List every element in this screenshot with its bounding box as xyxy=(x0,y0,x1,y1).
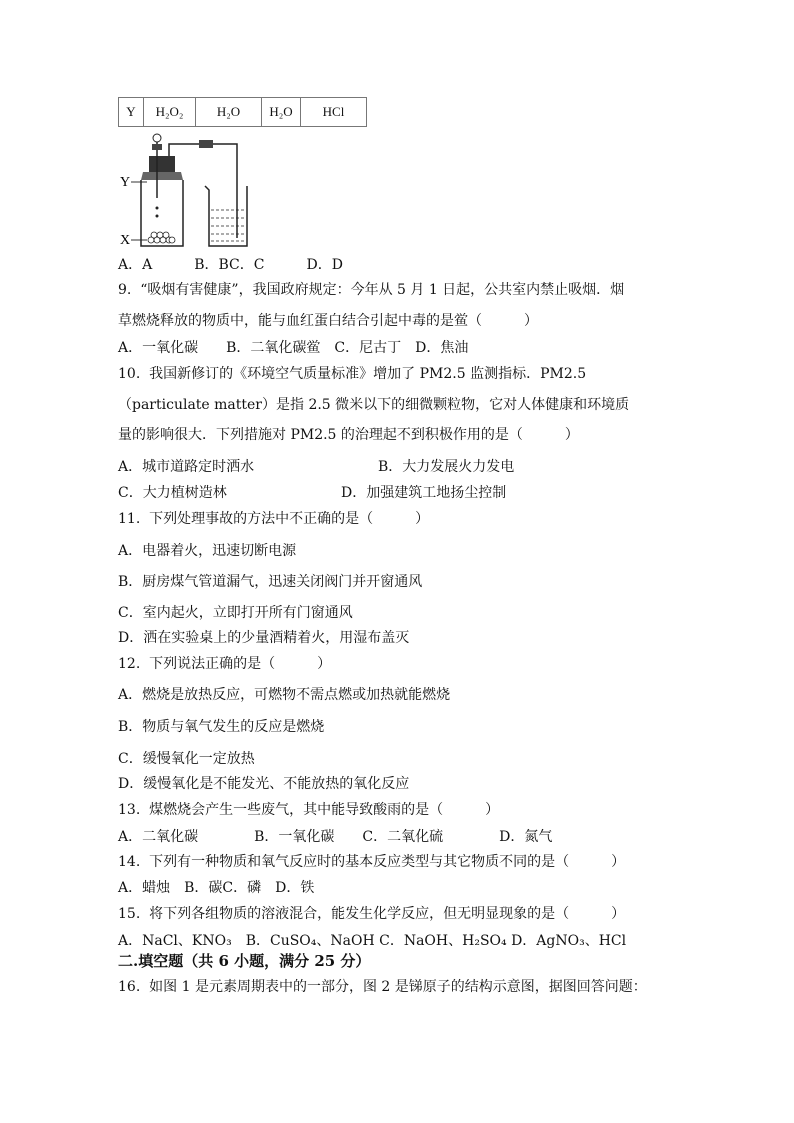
table-cell: H₂O xyxy=(262,98,301,127)
q10-option-b: B．大力发展火力发电 xyxy=(378,459,515,475)
table-cell-y: Y xyxy=(119,98,144,127)
funnel-valve xyxy=(152,144,162,150)
q9-options: A．一氧化碳 B．二氧化碳鲎 C．尼古丁 D．焦油 xyxy=(118,340,469,356)
q15-options: A．NaCl、KNO₃ B．CuSO₄、NaOH C．NaOH、H₂SO₄ D．AgNO₃、HCl xyxy=(118,933,627,949)
diagram-label-y: Y xyxy=(120,175,131,190)
q13-options: A．二氧化碳 B．一氧化碳 C．二氧化硫 D．氮气 xyxy=(118,829,553,845)
q10-stem-3: 量的影响很大．下列措施对 PM2.5 的治理起不到积极作用的是（ ） xyxy=(118,427,579,443)
delivery-tube xyxy=(169,144,237,238)
q13-stem: 13. 煤燃烧会产生一些废气，其中能导致酸雨的是（ ） xyxy=(118,802,500,818)
q16-stem: 16. 如图 1 是元素周期表中的一部分，图 2 是锑原子的结构示意图，据图回答问题： xyxy=(118,979,647,995)
q15-stem: 15. 将下列各组物质的溶液混合，能发生化学反应，但无明显现象的是（ ） xyxy=(118,906,626,922)
reagent-table xyxy=(118,97,367,127)
diagram-label-x: X xyxy=(120,233,131,248)
q11-stem: 11. 下列处理事故的方法中不正确的是（ ） xyxy=(118,511,430,527)
q11-option-b: B．厨房煤气管道漏气，迅速关闭阀门并开窗通风 xyxy=(118,574,423,590)
table-cell: H₂O xyxy=(196,98,262,127)
q12-option-d: D．缓慢氧化是不能发光、不能放热的氧化反应 xyxy=(118,776,410,792)
q11-option-a: A．电器着火，迅速切断电源 xyxy=(118,543,297,559)
drop xyxy=(156,207,159,210)
q10-stem-2: （particulate matter）是指 2.5 微米以下的细微颗粒物，它对人体健康和环境质 xyxy=(118,397,630,413)
table-cell: H₂O₂ xyxy=(144,98,196,127)
q11-option-c: C．室内起火，立即打开所有门窗通风 xyxy=(118,605,353,621)
section-heading: 二.填空题（共 6 小题，满分 25 分） xyxy=(118,952,371,970)
q9-stem-1: 9. “吸烟有害健康”，我国政府规定：今年从 5 月 1 日起，公共室内禁止吸烟．烟 xyxy=(118,282,625,298)
flask-stopper xyxy=(149,156,175,172)
apparatus-diagram xyxy=(115,128,250,250)
beaker-water xyxy=(211,210,245,241)
drop xyxy=(156,215,159,218)
tube-clamp xyxy=(199,140,213,148)
q10-option-c: C．大力植树造林 xyxy=(118,485,227,501)
q12-option-c: C．缓慢氧化一定放热 xyxy=(118,751,255,767)
funnel-bulb xyxy=(153,134,161,142)
q12-stem: 12. 下列说法正确的是（ ） xyxy=(118,656,332,672)
q14-stem: 14. 下列有一种物质和氧气反应时的基本反应类型与其它物质不同的是（ ） xyxy=(118,854,626,870)
q10-stem-1: 10. 我国新修订的《环境空气质量标准》增加了 PM2.5 监测指标．PM2.5 xyxy=(118,366,587,382)
beaker xyxy=(205,186,247,246)
q12-option-a: A．燃烧是放热反应，可燃物不需点燃或加热就能燃烧 xyxy=(118,687,451,703)
q12-option-b: B．物质与氧气发生的反应是燃烧 xyxy=(118,719,325,735)
granules xyxy=(148,232,175,243)
q14-options: A．蜡烛 B．碳C．磷 D．铁 xyxy=(118,880,315,896)
q11-option-d: D．洒在实验桌上的少量酒精着火，用湿布盖灭 xyxy=(118,630,410,646)
flask-neck xyxy=(141,172,183,180)
q8-options: A．A B．BC．C D．D xyxy=(118,257,343,273)
q9-stem-2: 草燃烧释放的物质中，能与血红蛋白结合引起中毒的是鲎（ ） xyxy=(118,313,538,329)
table-row xyxy=(119,98,367,127)
table-cell: HCl xyxy=(301,98,367,127)
q10-option-a: A．城市道路定时洒水 xyxy=(118,459,255,475)
q10-option-d: D．加强建筑工地扬尘控制 xyxy=(341,485,507,501)
